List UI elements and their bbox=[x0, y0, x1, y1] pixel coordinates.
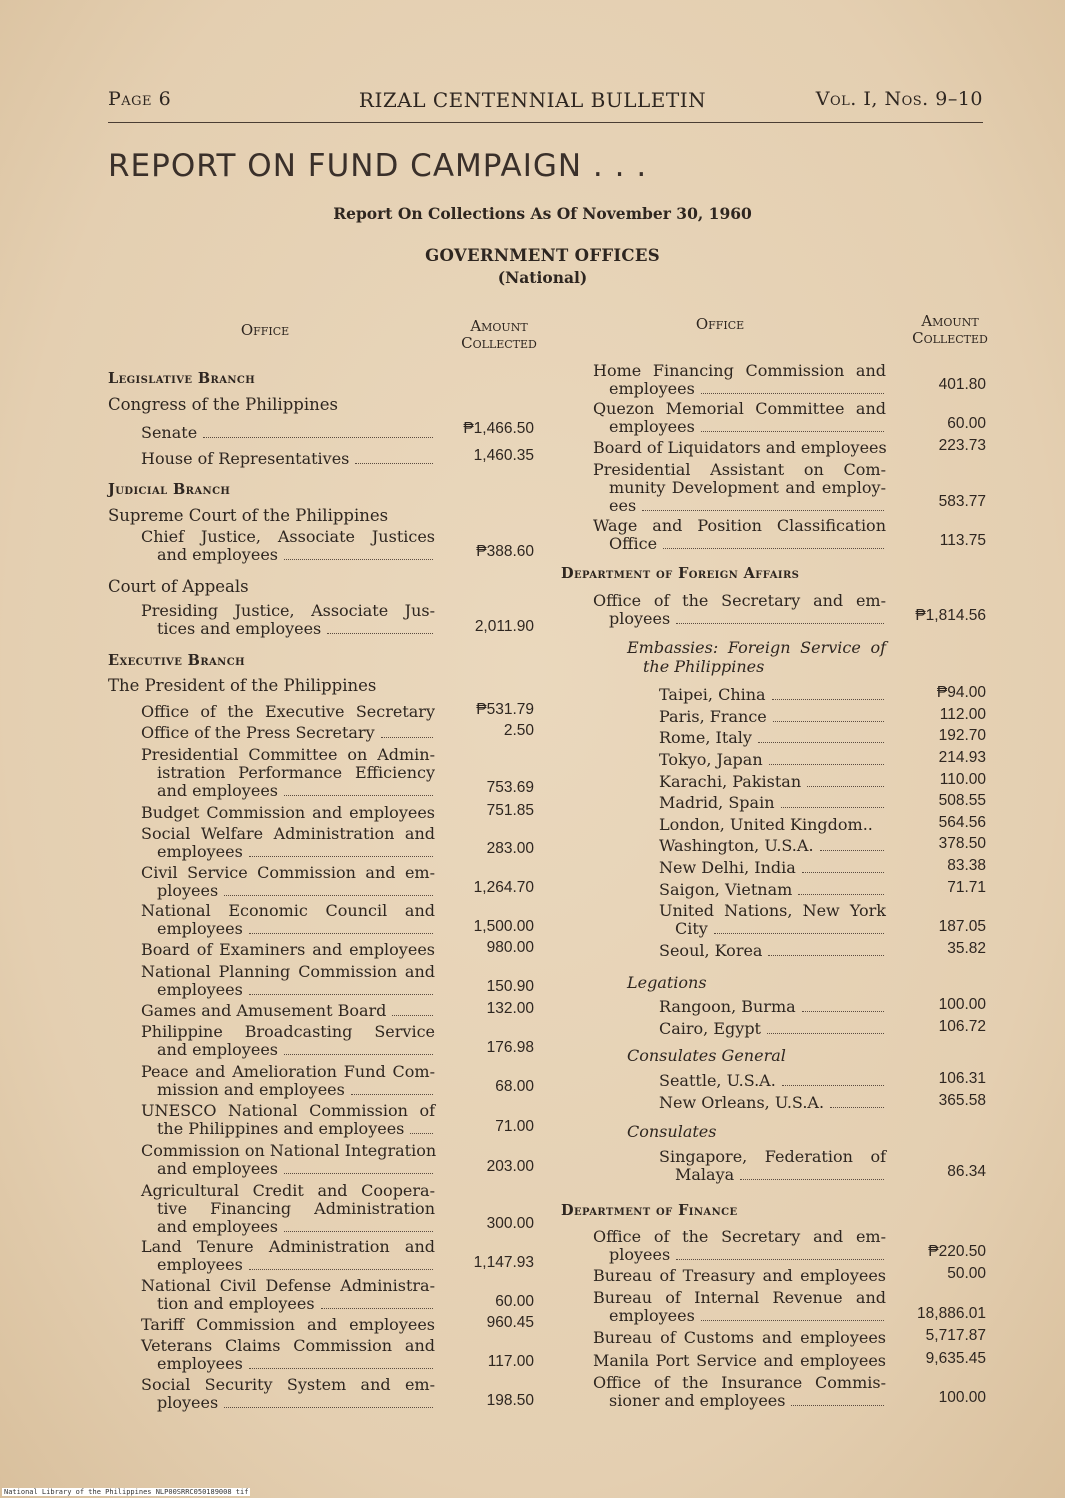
amount: 110.00 bbox=[939, 771, 986, 788]
list-item: New Delhi, India bbox=[659, 859, 886, 877]
list-item: Agricultural Credit and Coopera- tive Financing Administration and employees bbox=[141, 1181, 435, 1236]
section-subtitle: (National) bbox=[497, 268, 588, 287]
list-item: Board of Liquidators and employees bbox=[593, 438, 887, 457]
amount: 35.82 bbox=[947, 940, 986, 957]
amount: 2,011.90 bbox=[474, 618, 534, 635]
list-item: Singapore, Federation of Malaya bbox=[659, 1147, 886, 1184]
amount: 583.77 bbox=[938, 493, 986, 510]
congress-group: Congress of the Philippines bbox=[108, 395, 338, 414]
list-item: Saigon, Vietnam bbox=[659, 881, 886, 899]
list-item: Madrid, Spain bbox=[659, 794, 886, 812]
list-item: Tariff Commission and employees bbox=[141, 1315, 435, 1334]
amount: 214.93 bbox=[938, 749, 986, 766]
amount: 60.00 bbox=[947, 415, 986, 432]
list-item: Tokyo, Japan bbox=[659, 751, 886, 769]
amount: ₱388.60 bbox=[476, 543, 534, 560]
amount: 60.00 bbox=[495, 1293, 534, 1310]
amount-header-line2: Collected bbox=[912, 329, 988, 347]
amount: 100.00 bbox=[938, 996, 986, 1013]
amount: 112.00 bbox=[939, 706, 986, 723]
amount: 50.00 bbox=[947, 1265, 986, 1282]
list-item: Office of the Secretary and em- ployees bbox=[593, 591, 886, 628]
list-item: Land Tenure Administration and employees bbox=[141, 1237, 435, 1274]
list-item: Office of the Executive Secretary bbox=[141, 702, 435, 721]
page-number: Page 6 bbox=[108, 88, 172, 110]
list-item: London, United Kingdom.. bbox=[659, 815, 873, 834]
list-item: Paris, France bbox=[659, 708, 886, 726]
list-item: Taipei, China bbox=[659, 686, 886, 704]
legations-subheading: Legations bbox=[627, 973, 707, 992]
list-item: Veterans Claims Commission and employees bbox=[141, 1336, 435, 1373]
list-item: Civil Service Commission and em- ployees bbox=[141, 863, 435, 900]
amount: 203.00 bbox=[486, 1158, 534, 1175]
amount: 9,635.45 bbox=[925, 1350, 986, 1367]
amount: 751.85 bbox=[486, 802, 534, 819]
list-item: Seattle, U.S.A. bbox=[659, 1072, 886, 1090]
list-item: Office of the Press Secretary bbox=[141, 724, 435, 742]
list-item: Washington, U.S.A. bbox=[659, 837, 886, 855]
amount: 106.72 bbox=[938, 1018, 986, 1035]
legislative-branch-heading: Legislative Branch bbox=[108, 370, 256, 387]
amount: 300.00 bbox=[486, 1215, 534, 1232]
header-rule bbox=[108, 122, 983, 123]
list-item: Office of the Insurance Commis- sioner and employees bbox=[593, 1373, 886, 1410]
amount: 508.55 bbox=[938, 792, 986, 809]
amount: 117.00 bbox=[487, 1353, 534, 1370]
amount-header-line1: Amount bbox=[921, 312, 979, 330]
list-item: Presidential Committee on Admin- istration Performance Efficiency and employees bbox=[141, 745, 435, 800]
list-item: House of Representatives bbox=[141, 450, 435, 468]
amount: 113.75 bbox=[939, 532, 986, 549]
amount: ₱94.00 bbox=[936, 684, 986, 701]
list-item: Rome, Italy bbox=[659, 729, 886, 747]
list-item: United Nations, New York City bbox=[659, 901, 886, 938]
list-item: National Economic Council and employees bbox=[141, 901, 435, 938]
list-item: Home Financing Commission and employees bbox=[593, 361, 886, 398]
list-item: Peace and Amelioration Fund Com- mission and employees bbox=[141, 1062, 435, 1099]
list-item: Social Security System and em- ployees bbox=[141, 1375, 435, 1412]
list-item: Karachi, Pakistan bbox=[659, 773, 886, 791]
amount: 71.00 bbox=[495, 1118, 534, 1135]
list-item: Cairo, Egypt bbox=[659, 1020, 886, 1038]
list-item: National Civil Defense Administra- tion and employees bbox=[141, 1276, 435, 1313]
list-item: Philippine Broadcasting Service and employees bbox=[141, 1022, 435, 1059]
amount: 223.73 bbox=[938, 437, 986, 454]
amount: 980.00 bbox=[486, 939, 534, 956]
supreme-court-group: Supreme Court of the Philippines bbox=[108, 506, 389, 525]
list-item: Chief Justice, Associate Justices and employees bbox=[141, 527, 435, 564]
amount: 176.98 bbox=[486, 1039, 534, 1056]
amount: 1,147.93 bbox=[473, 1254, 534, 1271]
list-item: Games and Amusement Board bbox=[141, 1002, 435, 1020]
list-item: Presidential Assistant on Com- munity Development and employ- ees bbox=[593, 460, 886, 515]
amount: 71.71 bbox=[947, 879, 986, 896]
executive-branch-heading: Executive Branch bbox=[108, 652, 245, 669]
office-column-header: Office bbox=[240, 321, 290, 339]
amount: 283.00 bbox=[486, 840, 534, 857]
section-title: GOVERNMENT OFFICES bbox=[425, 246, 660, 265]
list-item: Office of the Secretary and em- ployees bbox=[593, 1227, 886, 1264]
list-item: Bureau of Customs and employees bbox=[593, 1328, 886, 1347]
judicial-branch-heading: Judicial Branch bbox=[108, 481, 231, 498]
list-item: Bureau of Treasury and employees bbox=[593, 1266, 886, 1285]
amount: 192.70 bbox=[938, 727, 986, 744]
list-item: Rangoon, Burma bbox=[659, 998, 886, 1016]
list-item: Social Welfare Administration and employees bbox=[141, 824, 435, 861]
amount: 1,264.70 bbox=[473, 879, 534, 896]
list-item: Manila Port Service and employees bbox=[593, 1351, 886, 1370]
amount: 150.90 bbox=[486, 978, 534, 995]
report-subtitle: Report On Collections As Of November 30, 1960 bbox=[333, 204, 752, 223]
amount: 86.34 bbox=[947, 1163, 986, 1180]
list-item: Budget Commission and employees bbox=[141, 803, 435, 822]
list-item: Bureau of Internal Revenue and employees bbox=[593, 1288, 886, 1325]
dfa-heading: Department of Foreign Affairs bbox=[561, 565, 800, 582]
consulates-subheading: Consulates bbox=[627, 1122, 717, 1141]
dof-heading: Department of Finance bbox=[561, 1202, 738, 1219]
amount: 106.31 bbox=[938, 1070, 986, 1087]
list-item: Presiding Justice, Associate Jus- tices and employees bbox=[141, 601, 435, 638]
amount: 132.00 bbox=[486, 1000, 534, 1017]
consulates-general-subheading: Consulates General bbox=[627, 1046, 786, 1065]
president-group: The President of the Philippines bbox=[108, 676, 377, 695]
list-item: Board of Examiners and employees bbox=[141, 940, 435, 959]
amount: 960.45 bbox=[486, 1314, 534, 1331]
court-of-appeals-group: Court of Appeals bbox=[108, 577, 249, 596]
amount: 365.58 bbox=[938, 1092, 986, 1109]
amount-column-header bbox=[440, 318, 558, 352]
amount: ₱1,466.50 bbox=[463, 420, 534, 437]
archive-footer: National Library of the Philippines NLP00SRRC050189008 tif bbox=[4, 1488, 249, 1496]
amount-header-line2: Collected bbox=[461, 334, 537, 352]
publication-title: RIZAL CENTENNIAL BULLETIN bbox=[358, 88, 707, 112]
amount: 198.50 bbox=[486, 1392, 534, 1409]
list-item: National Planning Commission and employees bbox=[141, 962, 435, 999]
amount: 68.00 bbox=[495, 1078, 534, 1095]
list-item: UNESCO National Commission of the Philippines and employees bbox=[141, 1101, 435, 1138]
list-item: Commission on National Integration and employees bbox=[141, 1141, 437, 1178]
amount: 564.56 bbox=[938, 814, 986, 831]
list-item: Wage and Position Classification Office bbox=[593, 516, 886, 553]
amount: 18,886.01 bbox=[917, 1305, 986, 1322]
office-column-header-right: Office bbox=[695, 315, 745, 333]
list-item: Senate bbox=[141, 424, 435, 442]
amount: ₱220.50 bbox=[928, 1243, 986, 1260]
amount: 378.50 bbox=[938, 835, 986, 852]
amount: ₱1,814.56 bbox=[915, 607, 986, 624]
amount: 2.50 bbox=[503, 722, 534, 739]
amount: 1,460.35 bbox=[473, 447, 534, 464]
page-title: REPORT ON FUND CAMPAIGN . . . bbox=[108, 148, 648, 184]
amount: 100.00 bbox=[938, 1389, 986, 1406]
amount: 5,717.87 bbox=[925, 1327, 986, 1344]
list-item: New Orleans, U.S.A. bbox=[659, 1094, 886, 1112]
list-item: Quezon Memorial Committee and employees bbox=[593, 399, 886, 436]
amount: 401.80 bbox=[938, 376, 986, 393]
amount: ₱531.79 bbox=[476, 701, 534, 718]
amount-header-line1: Amount bbox=[470, 317, 528, 335]
amount: 753.69 bbox=[486, 779, 534, 796]
volume-label: Vol. I, Nos. 9–10 bbox=[815, 88, 983, 110]
embassies-subheading: Embassies: Foreign Service of the Philippines bbox=[627, 638, 886, 676]
amount: 83.38 bbox=[947, 857, 986, 874]
amount-column-header-right bbox=[888, 313, 1012, 347]
list-item: Seoul, Korea bbox=[659, 942, 886, 960]
amount: 1,500.00 bbox=[473, 918, 534, 935]
amount: 187.05 bbox=[938, 918, 986, 935]
